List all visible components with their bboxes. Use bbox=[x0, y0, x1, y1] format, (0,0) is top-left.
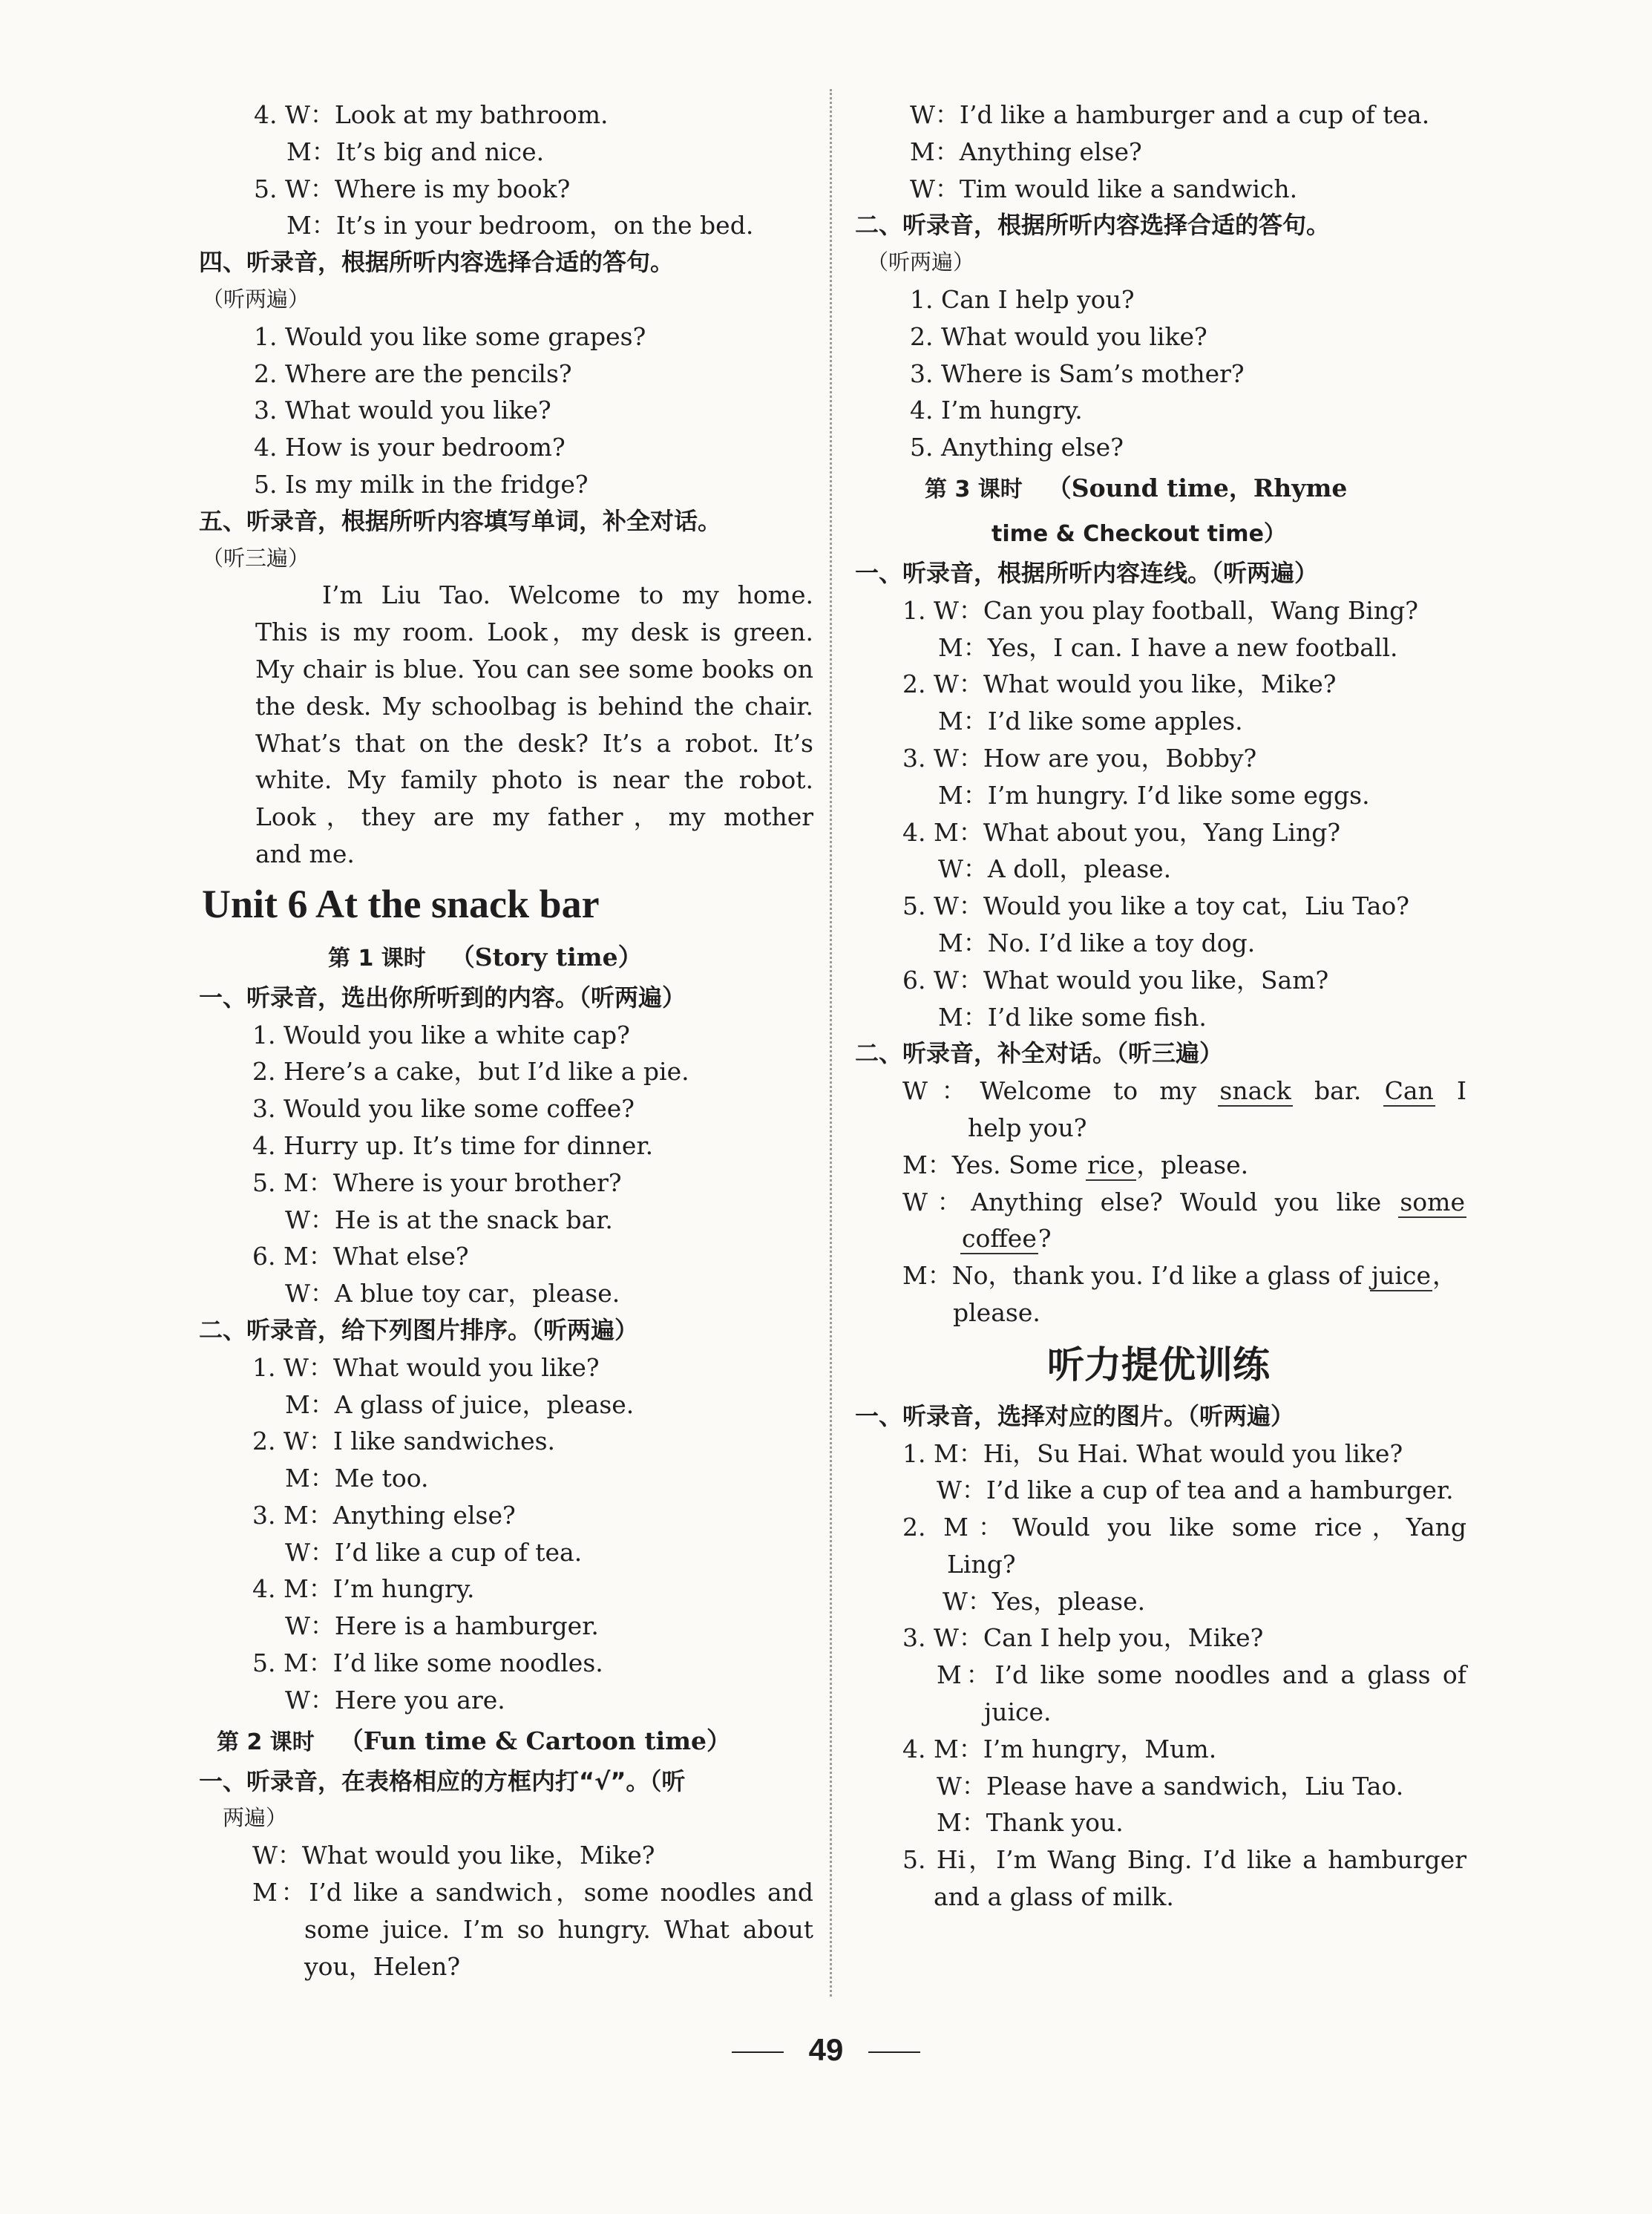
text-line: M：A glass of juice，please. bbox=[285, 1389, 635, 1419]
text-line: 6. M：What else? bbox=[252, 1242, 469, 1271]
text-line: 4. How is your bedroom? bbox=[254, 433, 566, 462]
left-column bbox=[199, 96, 813, 1985]
text-line: coffee? bbox=[962, 1224, 1052, 1254]
text-line: 5. Hi，I’m Wang Bing. I’d like a hamburger bbox=[902, 1845, 1466, 1875]
text-line: M：Yes，I can. I have a new football. bbox=[938, 632, 1398, 662]
text-line: Look，they are my father，my mother bbox=[255, 802, 813, 832]
text-line: W：Anything else? Would you like some bbox=[902, 1187, 1465, 1216]
text-line: M：Thank you. bbox=[937, 1808, 1124, 1838]
text-line: 2. Here’s a cake，but I’d like a pie. bbox=[252, 1057, 689, 1087]
section-heading: 一、听录音，选出你所听到的内容。（听两遍） bbox=[199, 983, 686, 1012]
text-line: M：It’s in your bedroom，on the bed. bbox=[286, 211, 754, 240]
text-line: W：A blue toy car，please. bbox=[285, 1279, 620, 1309]
text-line: 3. M：Anything else? bbox=[252, 1500, 516, 1530]
text-line: 1. Can I help you? bbox=[910, 284, 1135, 314]
text-line: W：Here is a hamburger. bbox=[285, 1611, 599, 1641]
section-note: （听三遍） bbox=[202, 545, 310, 571]
page-footer bbox=[0, 2032, 1652, 2068]
lesson-number: 第 3 课时 bbox=[925, 476, 1023, 502]
text-line: 4. I’m hungry. bbox=[910, 396, 1083, 425]
text-line: M：It’s big and nice. bbox=[286, 137, 545, 166]
text-line: 5. Is my milk in the fridge? bbox=[254, 469, 589, 499]
section-heading: 五、听录音，根据所听内容填写单词，补全对话。 bbox=[199, 506, 722, 535]
footer-dash-right bbox=[868, 2051, 920, 2053]
text-line: W：I’d like a hamburger and a cup of tea. bbox=[910, 100, 1430, 129]
section-heading: 四、听录音，根据所听内容选择合适的答句。 bbox=[199, 248, 675, 277]
text-line: 5. M：Where is your brother? bbox=[252, 1167, 622, 1197]
answer-word: coffee bbox=[962, 1224, 1037, 1254]
text-line: 3. What would you like? bbox=[254, 396, 551, 425]
text-line: help you? bbox=[968, 1113, 1087, 1142]
lesson-heading bbox=[202, 935, 813, 980]
section-note: 两遍） bbox=[223, 1805, 288, 1831]
text-line: 1. M：Hi，Su Hai. What would you like? bbox=[902, 1438, 1403, 1468]
text-line: W：What would you like，Mike? bbox=[252, 1841, 655, 1870]
text-line: 4. Hurry up. It’s time for dinner. bbox=[252, 1130, 654, 1160]
text-line: W：A doll，please. bbox=[938, 854, 1172, 884]
lesson-heading bbox=[850, 466, 1466, 511]
text-line: 3. W：Can I help you，Mike? bbox=[902, 1623, 1264, 1653]
text-line: 5. W：Would you like a toy cat，Liu Tao? bbox=[902, 891, 1409, 921]
text-line: M：I’d like a sandwich，some noodles and bbox=[252, 1878, 813, 1907]
page-number: 49 bbox=[808, 2032, 844, 2067]
lesson-heading bbox=[850, 511, 1466, 555]
text-line: 1. Would you like some grapes? bbox=[254, 321, 646, 351]
text-line: M：I’d like some noodles and a glass of bbox=[937, 1660, 1466, 1690]
lesson-name: （Story time） bbox=[425, 942, 643, 972]
right-column bbox=[850, 96, 1466, 1916]
lesson-name: （Fun time & Cartoon time） bbox=[314, 1726, 732, 1755]
text-line: W：I’d like a cup of tea. bbox=[285, 1537, 583, 1567]
text-line: 4. M：I’m hungry. bbox=[252, 1574, 475, 1604]
text-line: W：Welcome to my snack bar. Can I bbox=[902, 1076, 1466, 1106]
text-line: I’m Liu Tao. Welcome to my home. bbox=[322, 580, 813, 610]
text-line: 5. M：I’d like some noodles. bbox=[252, 1648, 603, 1678]
text-line: white. My family photo is near the robot. bbox=[255, 765, 813, 795]
text-line: M：No. I’d like a toy dog. bbox=[938, 928, 1256, 957]
text-line: M：Me too. bbox=[285, 1464, 429, 1493]
text-line: 1. W：What would you like? bbox=[252, 1352, 600, 1382]
text-line: M：Yes. Some rice，please. bbox=[902, 1150, 1249, 1179]
text-line: 4. M：I’m hungry，Mum. bbox=[902, 1734, 1217, 1763]
text-line: please. bbox=[953, 1297, 1040, 1327]
text-line: 5. W：Where is my book? bbox=[254, 174, 571, 203]
unit-title: Unit 6 At the snack bar bbox=[202, 881, 600, 926]
text-line: 4. W：Look at my bathroom. bbox=[254, 100, 609, 129]
lesson-heading bbox=[202, 1719, 813, 1763]
text-line: 5. Anything else? bbox=[910, 433, 1124, 462]
text-line: 2. What would you like? bbox=[910, 321, 1207, 351]
text-line: you，Helen? bbox=[304, 1951, 461, 1981]
text-line: W：I’d like a cup of tea and a hamburger. bbox=[937, 1476, 1454, 1505]
text-line: W：Please have a sandwich，Liu Tao. bbox=[937, 1771, 1404, 1801]
text-line: 3. W：How are you，Bobby? bbox=[902, 743, 1257, 773]
section-heading: 二、听录音，给下列图片排序。（听两遍） bbox=[199, 1315, 639, 1344]
text-line: This is my room. Look，my desk is green. bbox=[255, 618, 813, 647]
column-divider bbox=[830, 89, 832, 1997]
answer-word: snack bbox=[1219, 1076, 1291, 1106]
section-heading: 一、听录音，在表格相应的方框内打“√”。（听 bbox=[199, 1766, 686, 1795]
lesson-number: 第 2 课时 bbox=[217, 1729, 315, 1755]
text-line: M：Anything else? bbox=[910, 137, 1142, 166]
text-line: W：Yes，please. bbox=[943, 1586, 1146, 1616]
section-title: 听力提优训练 bbox=[1047, 1343, 1270, 1386]
text-line: W：He is at the snack bar. bbox=[285, 1205, 613, 1234]
answer-word: Can bbox=[1384, 1076, 1434, 1106]
text-line: 2. Where are the pencils? bbox=[254, 358, 572, 388]
text-line: 2. M：Would you like some rice，Yang bbox=[902, 1513, 1466, 1542]
answer-word: some bbox=[1400, 1187, 1465, 1216]
text-line: the desk. My schoolbag is behind the chair. bbox=[255, 691, 813, 721]
answer-word: juice bbox=[1371, 1261, 1431, 1291]
footer-dash-left bbox=[732, 2051, 784, 2053]
section-heading: 一、听录音，选择对应的图片。（听两遍） bbox=[855, 1401, 1295, 1430]
text-line: M：I’m hungry. I’d like some eggs. bbox=[938, 780, 1370, 810]
lesson-number: time & Checkout time） bbox=[991, 520, 1286, 547]
text-line: M：I’d like some fish. bbox=[938, 1002, 1207, 1032]
section-note: （听两遍） bbox=[867, 249, 975, 275]
lesson-number: 第 1 课时 bbox=[328, 945, 426, 972]
section-note: （听两遍） bbox=[202, 286, 310, 312]
text-line: M：I’d like some apples. bbox=[938, 707, 1243, 736]
text-line: juice. bbox=[984, 1697, 1052, 1727]
text-line: My chair is blue. You can see some books on bbox=[255, 654, 813, 684]
text-line: 4. M：What about you，Yang Ling? bbox=[902, 817, 1341, 847]
text-line: 3. Would you like some coffee? bbox=[252, 1094, 635, 1124]
text-line: 6. W：What would you like，Sam? bbox=[902, 965, 1329, 995]
text-line: some juice. I’m so hungry. What about bbox=[304, 1914, 813, 1944]
section-heading: 二、听录音，根据所听内容选择合适的答句。 bbox=[855, 211, 1331, 240]
text-line: 3. Where is Sam’s mother? bbox=[910, 358, 1245, 388]
text-line: What’s that on the desk? It’s a robot. It’s bbox=[255, 728, 813, 758]
text-line: 1. W：Can you play football，Wang Bing? bbox=[902, 595, 1418, 625]
answer-word: rice bbox=[1086, 1150, 1135, 1179]
text-line: 1. Would you like a white cap? bbox=[252, 1020, 630, 1049]
text-line: and a glass of milk. bbox=[934, 1882, 1174, 1912]
text-line: W：Here you are. bbox=[285, 1685, 505, 1714]
section-heading: 一、听录音，根据所听内容连线。（听两遍） bbox=[855, 558, 1319, 587]
text-line: Ling? bbox=[947, 1549, 1016, 1579]
text-line: 2. W：I like sandwiches. bbox=[252, 1427, 556, 1456]
lesson-name: （Sound time，Rhyme bbox=[1022, 473, 1348, 502]
text-line: and me. bbox=[255, 839, 355, 868]
text-line: M：No，thank you. I’d like a glass of juice， bbox=[902, 1261, 1457, 1291]
text-line: W：Tim would like a sandwich. bbox=[910, 174, 1298, 203]
section-heading: 二、听录音，补全对话。（听三遍） bbox=[855, 1039, 1224, 1068]
text-line: 2. W：What would you like，Mike? bbox=[902, 669, 1337, 699]
